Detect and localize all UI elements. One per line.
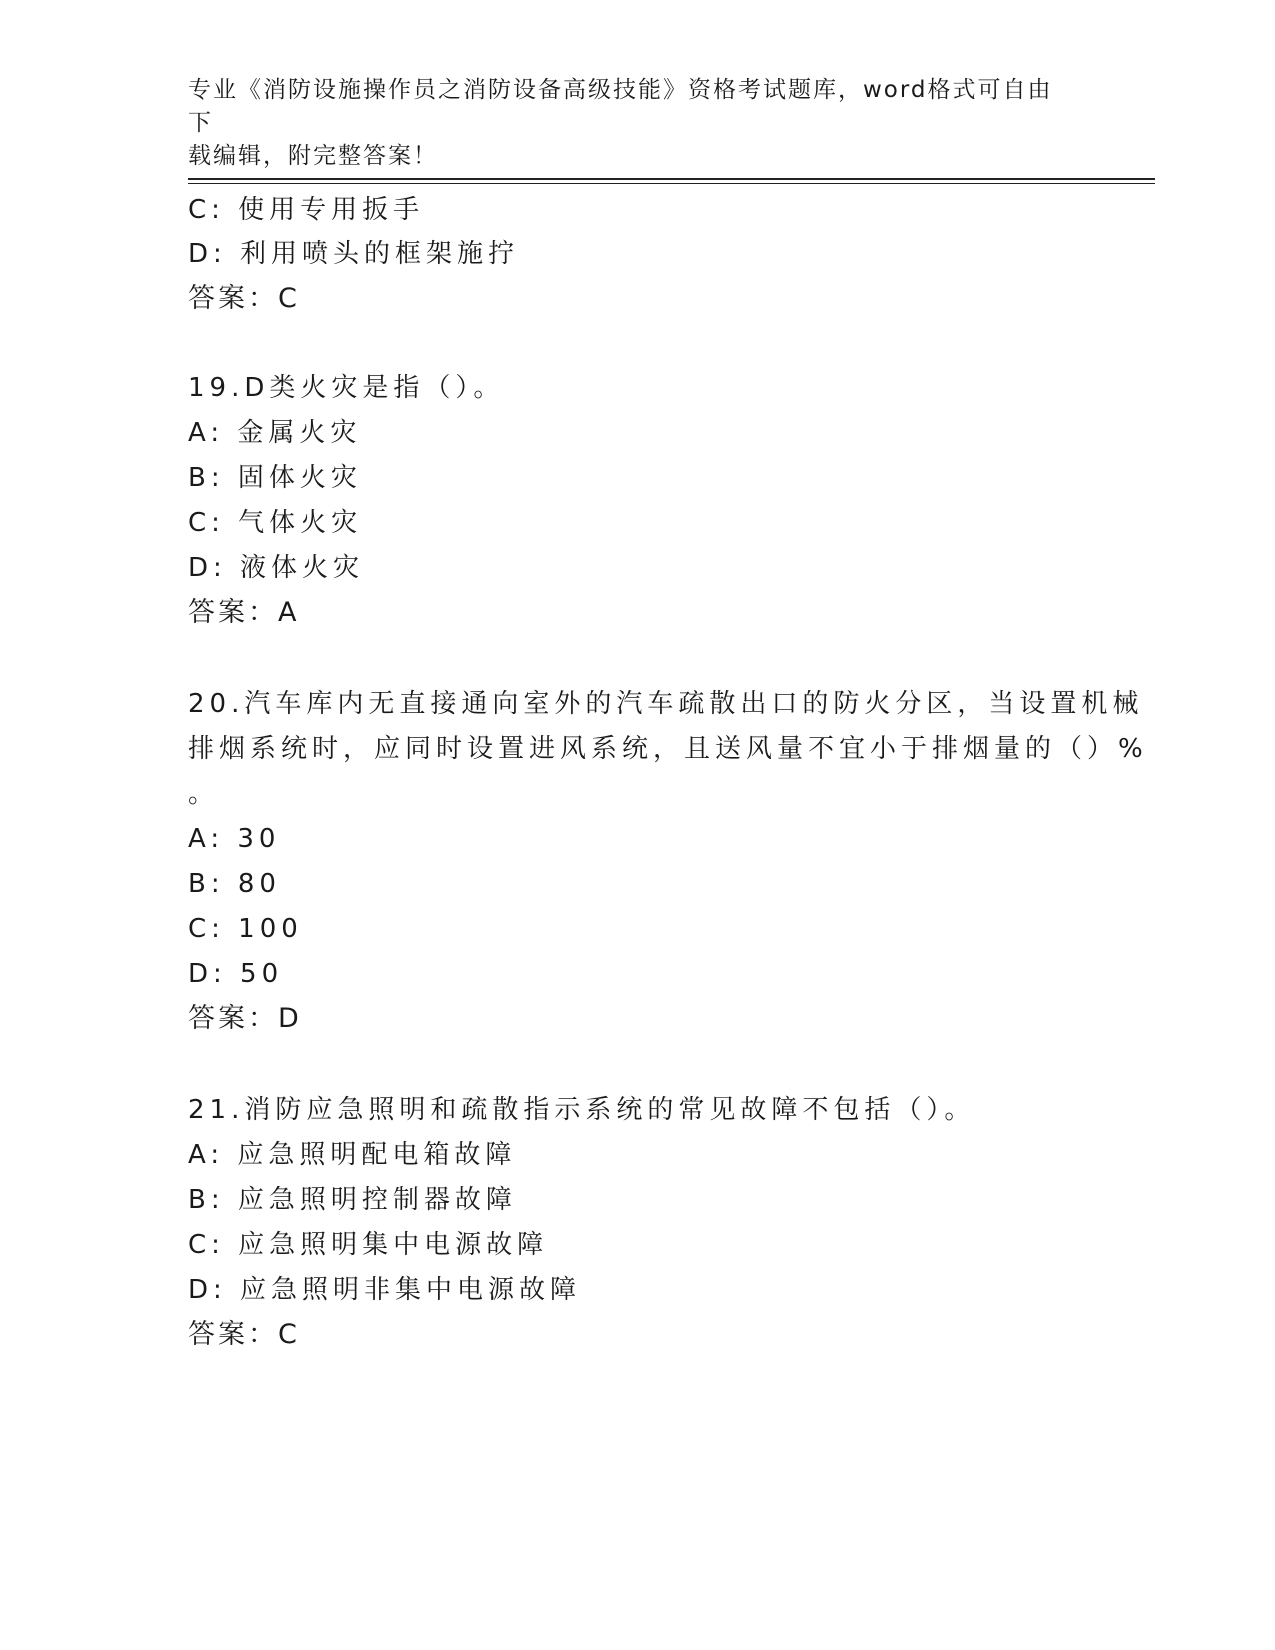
q19-option-a: A: 金属火灾	[188, 418, 362, 448]
q21-option-d: D: 应急照明非集中电源故障	[188, 1275, 582, 1305]
q18-option-c: C: 使用专用扳手	[188, 195, 425, 225]
q19-option-d: D: 液体火灾	[188, 553, 365, 583]
q20-option-a: A: 30	[188, 824, 281, 854]
q18-option-d: D: 利用喷头的框架施拧	[188, 239, 520, 269]
header-divider-top	[188, 178, 1155, 180]
header-divider-bottom	[188, 183, 1155, 184]
header-line-2: 载编辑，附完整答案！	[188, 143, 438, 169]
q21-answer: 答案：C	[188, 1319, 300, 1350]
q20-option-d: D: 50	[188, 959, 284, 989]
q19-answer: 答案：A	[188, 597, 300, 628]
q20-option-b: B: 80	[188, 869, 281, 899]
q19-stem: 19.D类火灾是指（）。	[188, 373, 505, 403]
q21-option-b: B: 应急照明控制器故障	[188, 1185, 517, 1215]
q21-stem: 21.消防应急照明和疏散指示系统的常见故障不包括（）。	[188, 1095, 976, 1125]
header-line-1: 专业《消防设施操作员之消防设备高级技能》资格考试题库，word格式可自由下	[188, 77, 1053, 136]
q21-option-c: C: 应急照明集中电源故障	[188, 1230, 549, 1260]
q20-answer: 答案：D	[188, 1003, 302, 1034]
q19-option-b: B: 固体火灾	[188, 463, 362, 493]
document-header	[188, 74, 1068, 173]
q18-answer: 答案：C	[188, 283, 300, 314]
q19-option-c: C: 气体火灾	[188, 508, 363, 538]
q20-option-c: C: 100	[188, 914, 303, 944]
q21-option-a: A: 应急照明配电箱故障	[188, 1140, 517, 1170]
q20-stem-line-3: 。	[188, 779, 220, 809]
q20-stem-line-2: 排烟系统时，应同时设置进风系统，且送风量不宜小于排烟量的（）%	[188, 734, 1148, 764]
q20-stem-line-1: 20.汽车库内无直接通向室外的汽车疏散出口的防火分区，当设置机械	[188, 689, 1144, 719]
